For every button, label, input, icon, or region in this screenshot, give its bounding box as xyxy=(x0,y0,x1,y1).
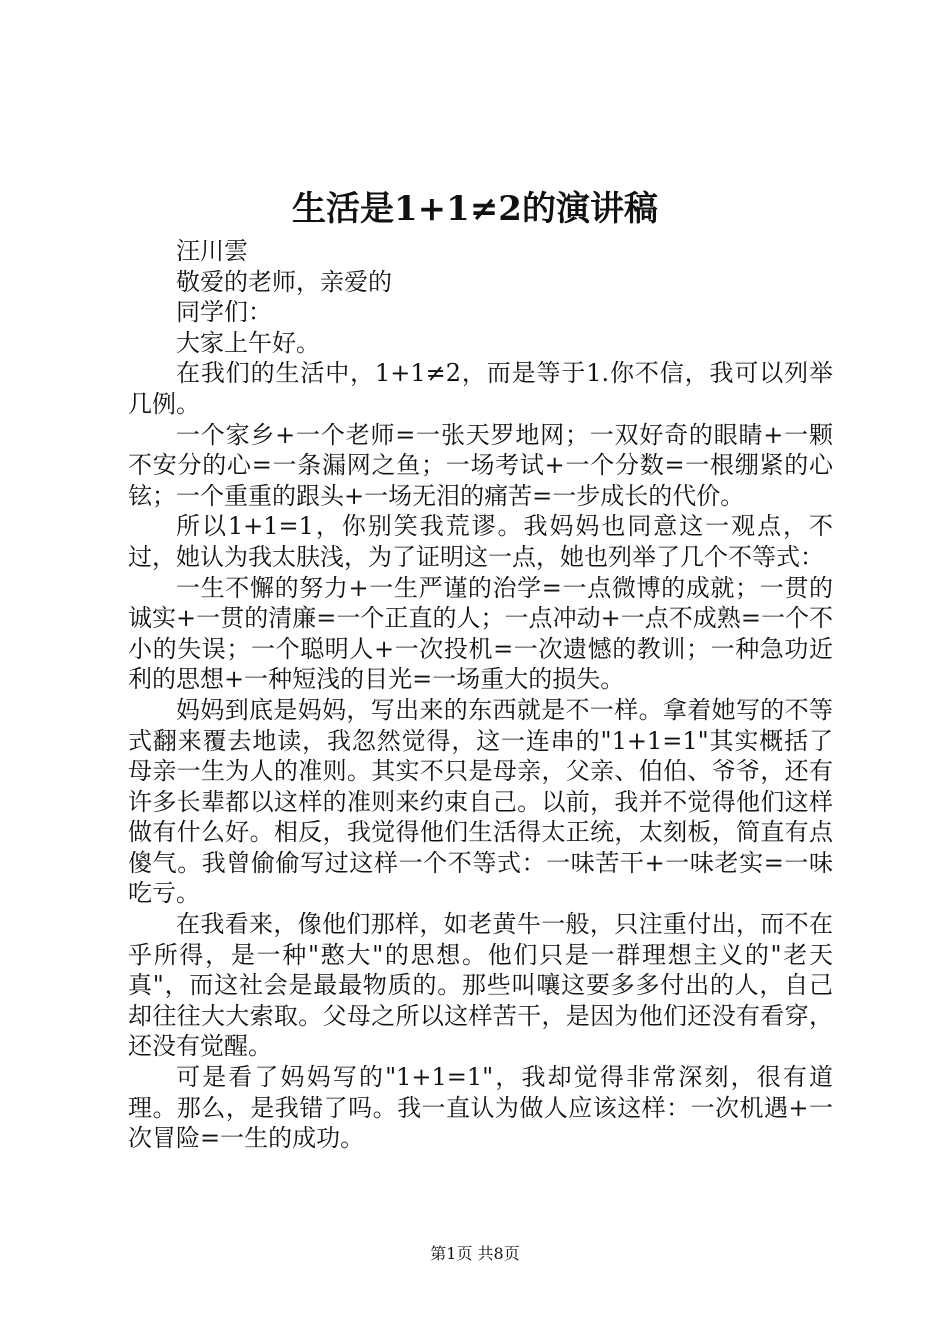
salutation-line-1: 敬爱的老师，亲爱的 xyxy=(176,267,392,296)
paragraph: 妈妈到底是妈妈，写出来的东西就是不一样。拿着她写的不等式翻来覆去地读，我忽然觉得，这一连串的"1+1=1"其实概括了母亲一生为人的准则。其实不只是母亲，父亲、伯伯、爷爷，还有许多长辈都以这样的准则来约束自己。以前，我并不觉得他们这样做有什么好。相反，我觉得他们生活得太正统，太刻板，简直有点傻气。我曾偷偷写过这样一个不等式：一味苦干+一味老实=一味吃亏。 xyxy=(128,695,833,908)
author-name: 汪川雲 xyxy=(176,237,248,265)
paragraph: 在我看来，像他们那样，如老黄牛一般，只注重付出，而不在乎所得，是一种"憨大"的思想。他们只是一群理想主义的"老天真"，而这社会是最最物质的。那些叫嚷这要多多付出的人，自己却往往大大索取。父母之所以这样苦干，是因为他们还没有看穿，还没有觉醒。 xyxy=(128,910,833,1061)
document-body xyxy=(128,236,833,1154)
salutation-line-2: 同学们： xyxy=(176,298,272,327)
paragraph: 一个家乡+一个老师=一张天罗地网；一双好奇的眼睛+一颗不安分的心=一条漏网之鱼；一场考试+一个分数=一根绷紧的心铉；一个重重的跟头+一场无泪的痛苦=一步成长的代价。 xyxy=(128,420,833,510)
greeting: 大家上午好。 xyxy=(176,328,320,357)
paragraph: 一生不懈的努力+一生严谨的治学=一点微博的成就；一贯的诚实+一贯的清廉=一个正直的人；一点冲动+一点不成熟=一个不小的失误；一个聪明人+一次投机=一次遗憾的教训；一种急功近利的思想+一种短浅的目光=一场重大的损失。 xyxy=(128,573,833,694)
paragraph: 可是看了妈妈写的"1+1=1"，我却觉得非常深刻，很有道理。那么，是我错了吗。我一直认为做人应该这样：一次机遇+一次冒险=一生的成功。 xyxy=(128,1063,833,1153)
page-number-footer: 第1页 共8页 xyxy=(430,1244,520,1263)
paragraph: 在我们的生活中，1+1≠2，而是等于1.你不信，我可以列举几例。 xyxy=(128,359,833,418)
document-title: 生活是1+1≠2的演讲稿 xyxy=(292,189,658,229)
paragraph: 所以1+1=1，你别笑我荒谬。我妈妈也同意这一观点，不过，她认为我太肤浅，为了证明这一点，她也列举了几个不等式： xyxy=(128,512,833,571)
